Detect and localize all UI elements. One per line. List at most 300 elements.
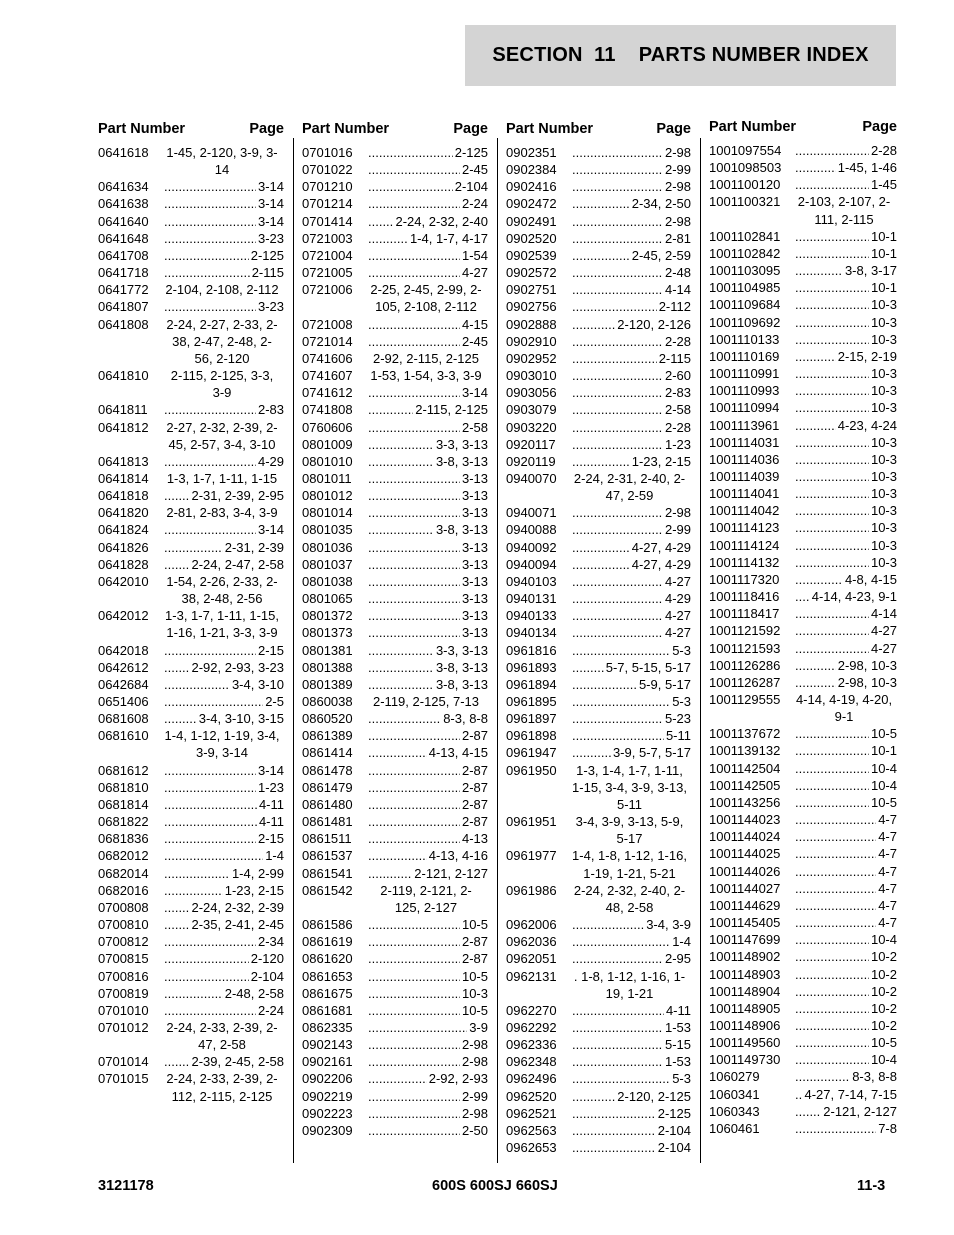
index-entry bbox=[506, 281, 691, 298]
dot-leader bbox=[368, 642, 434, 659]
part-number: 0940070 bbox=[506, 470, 557, 486]
index-entry bbox=[506, 298, 691, 315]
part-number: 1001143256 bbox=[709, 794, 781, 810]
page-value: 2-50 bbox=[461, 1122, 488, 1138]
dot-leader bbox=[795, 554, 869, 571]
page-value: 3-14 bbox=[257, 522, 284, 538]
index-entry bbox=[302, 539, 488, 556]
index-entry bbox=[709, 811, 897, 828]
page-value: 1-4, 1-7, 4-17 bbox=[409, 230, 488, 246]
page-reference bbox=[368, 436, 488, 453]
page-reference bbox=[572, 916, 691, 933]
dot-leader bbox=[572, 419, 663, 436]
page-value: 4-27, 4-29 bbox=[631, 556, 691, 572]
dot-leader bbox=[368, 316, 460, 333]
index-entry bbox=[506, 1070, 691, 1087]
part-number: 0801037 bbox=[302, 556, 353, 572]
dot-leader bbox=[164, 796, 257, 813]
page-reference: 4-14, 4-19, 4-20, 9-1 bbox=[795, 692, 893, 725]
column-divider bbox=[293, 138, 294, 1163]
index-entry bbox=[506, 847, 691, 881]
page-reference bbox=[795, 811, 897, 828]
page-value: 2-125 bbox=[657, 1105, 691, 1121]
part-number: 0681612 bbox=[98, 762, 149, 778]
dot-leader bbox=[795, 296, 869, 313]
index-entry bbox=[98, 968, 284, 985]
page-reference bbox=[795, 279, 897, 296]
page-reference bbox=[368, 1019, 488, 1036]
part-number: 0721014 bbox=[302, 333, 353, 349]
page-reference bbox=[368, 642, 488, 659]
page-reference bbox=[795, 605, 897, 622]
dot-leader bbox=[368, 779, 460, 796]
page-value: 10-1 bbox=[870, 228, 897, 244]
dot-leader bbox=[164, 916, 189, 933]
page-reference bbox=[368, 590, 488, 607]
page-value: 4-27, 4-29 bbox=[631, 539, 691, 555]
page-reference bbox=[368, 316, 488, 333]
page-reference bbox=[164, 230, 284, 247]
page-value: 10-5 bbox=[461, 1002, 488, 1018]
page-reference: 2-115, 2-125, 3-3, 3-9 bbox=[170, 368, 274, 401]
page-reference bbox=[368, 624, 488, 641]
page-reference bbox=[572, 504, 691, 521]
page-heading: Page bbox=[453, 121, 488, 137]
page-reference bbox=[368, 710, 488, 727]
dot-leader bbox=[572, 539, 630, 556]
dot-leader bbox=[795, 348, 836, 365]
page-reference bbox=[368, 161, 488, 178]
part-number: 0902219 bbox=[302, 1088, 353, 1104]
page-value: 2-15 bbox=[257, 831, 284, 847]
index-entry bbox=[506, 727, 691, 744]
part-number: 0961947 bbox=[506, 745, 557, 761]
page-value: 4-11 bbox=[258, 796, 284, 812]
index-entry bbox=[506, 762, 691, 813]
page-value: 4-7 bbox=[878, 915, 897, 931]
dot-leader bbox=[368, 659, 434, 676]
index-entry bbox=[98, 813, 284, 830]
part-number: 0681822 bbox=[98, 814, 149, 830]
dot-leader bbox=[795, 760, 869, 777]
dot-leader bbox=[572, 607, 663, 624]
part-number: 1001149560 bbox=[709, 1035, 781, 1051]
index-entry bbox=[506, 350, 691, 367]
part-number: 0861480 bbox=[302, 796, 353, 812]
page-value: 2-24 bbox=[257, 1002, 284, 1018]
part-number: 1001110993 bbox=[709, 383, 780, 399]
index-entry bbox=[302, 968, 488, 985]
page-reference bbox=[368, 264, 488, 281]
page-value: 1-4 bbox=[265, 848, 284, 864]
page-reference bbox=[572, 744, 691, 761]
page-reference bbox=[572, 590, 691, 607]
page-reference bbox=[795, 948, 897, 965]
index-entry bbox=[709, 554, 897, 571]
dot-leader bbox=[164, 830, 256, 847]
page-reference bbox=[572, 693, 691, 710]
dot-leader bbox=[795, 828, 876, 845]
page-reference bbox=[368, 1070, 488, 1087]
page-reference bbox=[795, 1103, 897, 1120]
part-number: 0801381 bbox=[302, 642, 353, 658]
page-value: 2-120, 2-126 bbox=[617, 316, 691, 332]
dot-leader bbox=[795, 1051, 869, 1068]
part-number: 0700808 bbox=[98, 899, 149, 915]
index-entry bbox=[709, 1103, 897, 1120]
page-reference bbox=[368, 144, 488, 161]
part-number: 1060343 bbox=[709, 1103, 760, 1119]
page-value: 3-14 bbox=[461, 385, 488, 401]
part-number: 1001097554 bbox=[709, 143, 782, 158]
page-value: 1-45 bbox=[870, 177, 897, 193]
page-value: 2-48 bbox=[664, 265, 691, 281]
part-number: 0920119 bbox=[506, 453, 556, 469]
page-reference bbox=[795, 434, 897, 451]
page-value: 2-98, 10-3 bbox=[837, 674, 897, 690]
page-value: 2-5 bbox=[265, 694, 284, 709]
page-reference: 2-24, 2-33, 2-39, 2-112, 2-115, 2-125 bbox=[166, 1071, 278, 1104]
part-number: 0940133 bbox=[506, 608, 557, 624]
page-reference bbox=[795, 142, 897, 159]
page-reference bbox=[572, 950, 691, 967]
page-reference: 1-3, 1-4, 1-7, 1-11, 1-15, 3-4, 3-9, 3-13, 5-11 bbox=[572, 762, 687, 812]
part-number: 0801389 bbox=[302, 676, 353, 692]
index-entry bbox=[709, 176, 897, 193]
page-value: 3-4, 3-9 bbox=[646, 917, 691, 933]
page-value: 10-2 bbox=[870, 1017, 897, 1033]
page-reference bbox=[368, 573, 488, 590]
page-value: 2-83 bbox=[664, 385, 691, 401]
index-entry bbox=[302, 710, 488, 727]
index-entry bbox=[302, 1122, 488, 1139]
page-reference bbox=[368, 676, 488, 693]
part-number: 0861479 bbox=[302, 779, 353, 795]
dot-leader bbox=[164, 950, 249, 967]
part-number: 1001148905 bbox=[709, 1000, 781, 1016]
dot-leader bbox=[795, 519, 869, 536]
page-value: 4-13 bbox=[461, 831, 488, 847]
page-reference bbox=[368, 762, 488, 779]
page-reference bbox=[572, 213, 691, 230]
dot-leader bbox=[368, 1088, 460, 1105]
page-reference bbox=[572, 727, 691, 744]
page-reference bbox=[795, 451, 897, 468]
page-reference bbox=[572, 676, 691, 693]
index-entry bbox=[506, 316, 691, 333]
page-value: 2-45 bbox=[461, 333, 488, 349]
index-entry bbox=[98, 487, 284, 504]
page-reference bbox=[164, 985, 284, 1002]
dot-leader bbox=[795, 845, 876, 862]
page-reference bbox=[572, 161, 691, 178]
index-entry bbox=[506, 521, 691, 538]
page-reference bbox=[368, 813, 488, 830]
page-value: 4-29 bbox=[257, 453, 284, 469]
dot-leader bbox=[572, 1053, 663, 1070]
dot-leader bbox=[368, 847, 427, 864]
page-value: 10-3 bbox=[461, 985, 488, 1001]
page-reference bbox=[572, 333, 691, 350]
page-reference bbox=[368, 539, 488, 556]
page-reference bbox=[572, 264, 691, 281]
dot-leader bbox=[164, 865, 230, 882]
dot-leader bbox=[368, 865, 412, 882]
part-number-heading: Part Number bbox=[506, 121, 594, 137]
dot-leader bbox=[572, 950, 663, 967]
page-reference bbox=[572, 710, 691, 727]
dot-leader bbox=[795, 880, 876, 897]
page-reference bbox=[164, 847, 284, 864]
dot-leader bbox=[795, 228, 869, 245]
page-reference bbox=[164, 916, 284, 933]
dot-leader bbox=[572, 195, 630, 212]
page-value: 2-28 bbox=[870, 143, 897, 158]
page-value: 10-1 bbox=[870, 280, 897, 296]
part-number: 0641718 bbox=[98, 265, 149, 281]
index-entry bbox=[302, 178, 488, 195]
index-entry bbox=[506, 1122, 691, 1139]
dot-leader bbox=[795, 983, 869, 1000]
dot-leader bbox=[368, 830, 460, 847]
dot-leader bbox=[572, 1105, 656, 1122]
page-value: 2-112 bbox=[658, 299, 691, 315]
index-entry bbox=[302, 693, 488, 710]
part-number: 0962006 bbox=[506, 917, 557, 933]
page-reference bbox=[164, 247, 284, 264]
part-number: 0801014 bbox=[302, 505, 353, 521]
page-value: 10-3 bbox=[870, 554, 897, 570]
index-entry bbox=[709, 828, 897, 845]
dot-leader bbox=[368, 333, 460, 350]
part-number: 0902910 bbox=[506, 333, 557, 349]
dot-leader bbox=[164, 401, 256, 418]
page-reference bbox=[164, 642, 284, 659]
page-value: 10-4 bbox=[870, 777, 897, 793]
page-reference bbox=[164, 813, 284, 830]
page-reference bbox=[368, 401, 488, 418]
dot-leader bbox=[572, 401, 663, 418]
part-number: 0642684 bbox=[98, 676, 149, 692]
index-entry bbox=[98, 659, 284, 676]
part-number: 0641826 bbox=[98, 539, 149, 555]
page-value: 2-95 bbox=[664, 951, 691, 967]
index-entry bbox=[709, 314, 897, 331]
dot-leader bbox=[164, 539, 223, 556]
page-reference bbox=[368, 453, 488, 470]
index-entry bbox=[302, 624, 488, 641]
page-value: 2-99 bbox=[461, 1088, 488, 1104]
index-entry bbox=[98, 367, 284, 401]
dot-leader bbox=[368, 796, 460, 813]
part-number: 1001118417 bbox=[709, 606, 780, 622]
index-entry bbox=[709, 640, 897, 657]
page-reference bbox=[572, 453, 691, 470]
page-value: 5-9, 5-17 bbox=[638, 676, 691, 692]
page-value: 10-5 bbox=[870, 794, 897, 810]
dot-leader bbox=[368, 1122, 460, 1139]
index-entry bbox=[98, 950, 284, 967]
index-entry bbox=[98, 865, 284, 882]
page-value: 3-8, 3-13 bbox=[435, 453, 488, 469]
part-number: 1001102841 bbox=[709, 228, 781, 244]
part-number: 1001110169 bbox=[709, 348, 780, 364]
page-value: 8-3, 8-8 bbox=[443, 711, 488, 727]
page-reference bbox=[572, 539, 691, 556]
page-value: 2-87 bbox=[461, 814, 488, 830]
dot-leader bbox=[164, 487, 189, 504]
page-reference bbox=[368, 916, 488, 933]
index-entry bbox=[98, 882, 284, 899]
index-entry bbox=[506, 744, 691, 761]
part-number: 0641810 bbox=[98, 368, 149, 384]
part-number: 1001114123 bbox=[709, 520, 780, 536]
dot-leader bbox=[572, 264, 663, 281]
index-entry bbox=[302, 642, 488, 659]
page-reference bbox=[164, 1002, 284, 1019]
page-reference bbox=[164, 659, 284, 676]
index-entry bbox=[709, 742, 897, 759]
page-heading: Page bbox=[862, 119, 897, 135]
page-reference bbox=[572, 367, 691, 384]
index-entry bbox=[709, 1086, 897, 1103]
page-reference bbox=[368, 1105, 488, 1122]
part-number: 1001103095 bbox=[709, 263, 781, 279]
index-entry bbox=[302, 161, 488, 178]
entry-list bbox=[98, 144, 284, 1105]
page-value: 2-99 bbox=[664, 522, 691, 538]
page-reference bbox=[795, 554, 897, 571]
index-entry bbox=[302, 933, 488, 950]
part-number: 0801012 bbox=[302, 488, 353, 504]
dot-leader bbox=[572, 573, 663, 590]
page-reference bbox=[795, 931, 897, 948]
page-reference bbox=[572, 1036, 691, 1053]
index-entry bbox=[302, 813, 488, 830]
page-reference bbox=[795, 914, 897, 931]
page-reference bbox=[795, 331, 897, 348]
page-reference: 1-3, 1-7, 1-11, 1-15, 1-16, 1-21, 3-3, 3-9 bbox=[165, 608, 279, 641]
index-entry bbox=[302, 762, 488, 779]
dot-leader bbox=[572, 161, 663, 178]
dot-leader bbox=[164, 1053, 189, 1070]
dot-leader bbox=[368, 624, 460, 641]
page-reference bbox=[164, 796, 284, 813]
page-reference bbox=[368, 968, 488, 985]
page-reference bbox=[572, 298, 691, 315]
page-value: 1-23, 2-15 bbox=[224, 882, 284, 898]
dot-leader bbox=[572, 350, 657, 367]
dot-leader bbox=[572, 333, 663, 350]
part-number: 0701010 bbox=[98, 1002, 149, 1018]
dot-leader bbox=[795, 794, 869, 811]
part-number: 0903056 bbox=[506, 385, 557, 401]
index-entry bbox=[98, 247, 284, 264]
page-value: 1-53 bbox=[664, 1019, 691, 1035]
page-reference bbox=[164, 693, 284, 710]
page-reference bbox=[164, 899, 284, 916]
part-number: 0861481 bbox=[302, 814, 353, 830]
part-number: 0760606 bbox=[302, 419, 353, 435]
index-entry bbox=[709, 725, 897, 742]
page-value: 2-58 bbox=[664, 402, 691, 418]
part-number: 0801388 bbox=[302, 659, 353, 675]
index-entry bbox=[98, 144, 284, 178]
part-number: 0681814 bbox=[98, 796, 149, 812]
page-value: 2-31, 2-39 bbox=[224, 539, 284, 555]
page-reference bbox=[795, 1000, 897, 1017]
page-value: 2-60 bbox=[664, 368, 691, 384]
page-value: 2-98 bbox=[461, 1054, 488, 1070]
part-number: 0902143 bbox=[302, 1037, 353, 1053]
dot-leader bbox=[368, 727, 460, 744]
dot-leader bbox=[572, 213, 663, 230]
dot-leader bbox=[795, 451, 869, 468]
page-value: 10-2 bbox=[870, 966, 897, 982]
index-entry bbox=[709, 914, 897, 931]
dot-leader bbox=[572, 247, 630, 264]
index-entry bbox=[98, 762, 284, 779]
part-number: 1060279 bbox=[709, 1069, 760, 1085]
page-value: 10-2 bbox=[870, 1000, 897, 1016]
dot-leader bbox=[368, 384, 460, 401]
page-reference bbox=[164, 968, 284, 985]
dot-leader bbox=[368, 213, 393, 230]
dot-leader bbox=[572, 367, 663, 384]
index-entry bbox=[302, 1036, 488, 1053]
page-reference bbox=[795, 417, 897, 434]
index-entry bbox=[98, 213, 284, 230]
page-reference bbox=[795, 365, 897, 382]
page-reference bbox=[795, 880, 897, 897]
column-header bbox=[302, 118, 488, 144]
index-entry bbox=[506, 624, 691, 641]
page-value: 10-3 bbox=[870, 503, 897, 519]
part-number: 1001118416 bbox=[709, 589, 780, 605]
page-value: 3-8, 3-17 bbox=[844, 263, 897, 279]
index-entry bbox=[302, 264, 488, 281]
page-value: 2-125 bbox=[454, 145, 488, 160]
index-entry bbox=[506, 195, 691, 212]
page-heading: Page bbox=[656, 121, 691, 137]
part-number: 0961893 bbox=[506, 659, 557, 675]
page-reference bbox=[368, 178, 488, 195]
page-value: 2-24 bbox=[461, 196, 488, 212]
part-number: 0940092 bbox=[506, 539, 557, 555]
dot-leader bbox=[368, 573, 460, 590]
part-number: 0641818 bbox=[98, 488, 149, 504]
page-reference bbox=[164, 453, 284, 470]
index-entry bbox=[98, 693, 284, 710]
index-entry bbox=[302, 1105, 488, 1122]
page-reference bbox=[368, 195, 488, 212]
page-number: 11-3 bbox=[857, 1178, 886, 1194]
dot-leader bbox=[164, 264, 250, 281]
index-entry bbox=[506, 1105, 691, 1122]
dot-leader bbox=[795, 262, 843, 279]
dot-leader bbox=[795, 914, 876, 931]
index-entry bbox=[98, 1070, 284, 1104]
part-number: 1001100321 bbox=[709, 194, 781, 210]
page-value: 4-27 bbox=[870, 640, 897, 656]
part-number: 1060341 bbox=[709, 1086, 760, 1102]
page-reference: 1-45, 2-120, 3-9, 3-14 bbox=[166, 145, 278, 178]
dot-leader bbox=[795, 417, 836, 434]
index-entry bbox=[302, 1088, 488, 1105]
part-number: 0902751 bbox=[506, 282, 557, 298]
page-reference bbox=[368, 659, 488, 676]
page-reference bbox=[572, 436, 691, 453]
